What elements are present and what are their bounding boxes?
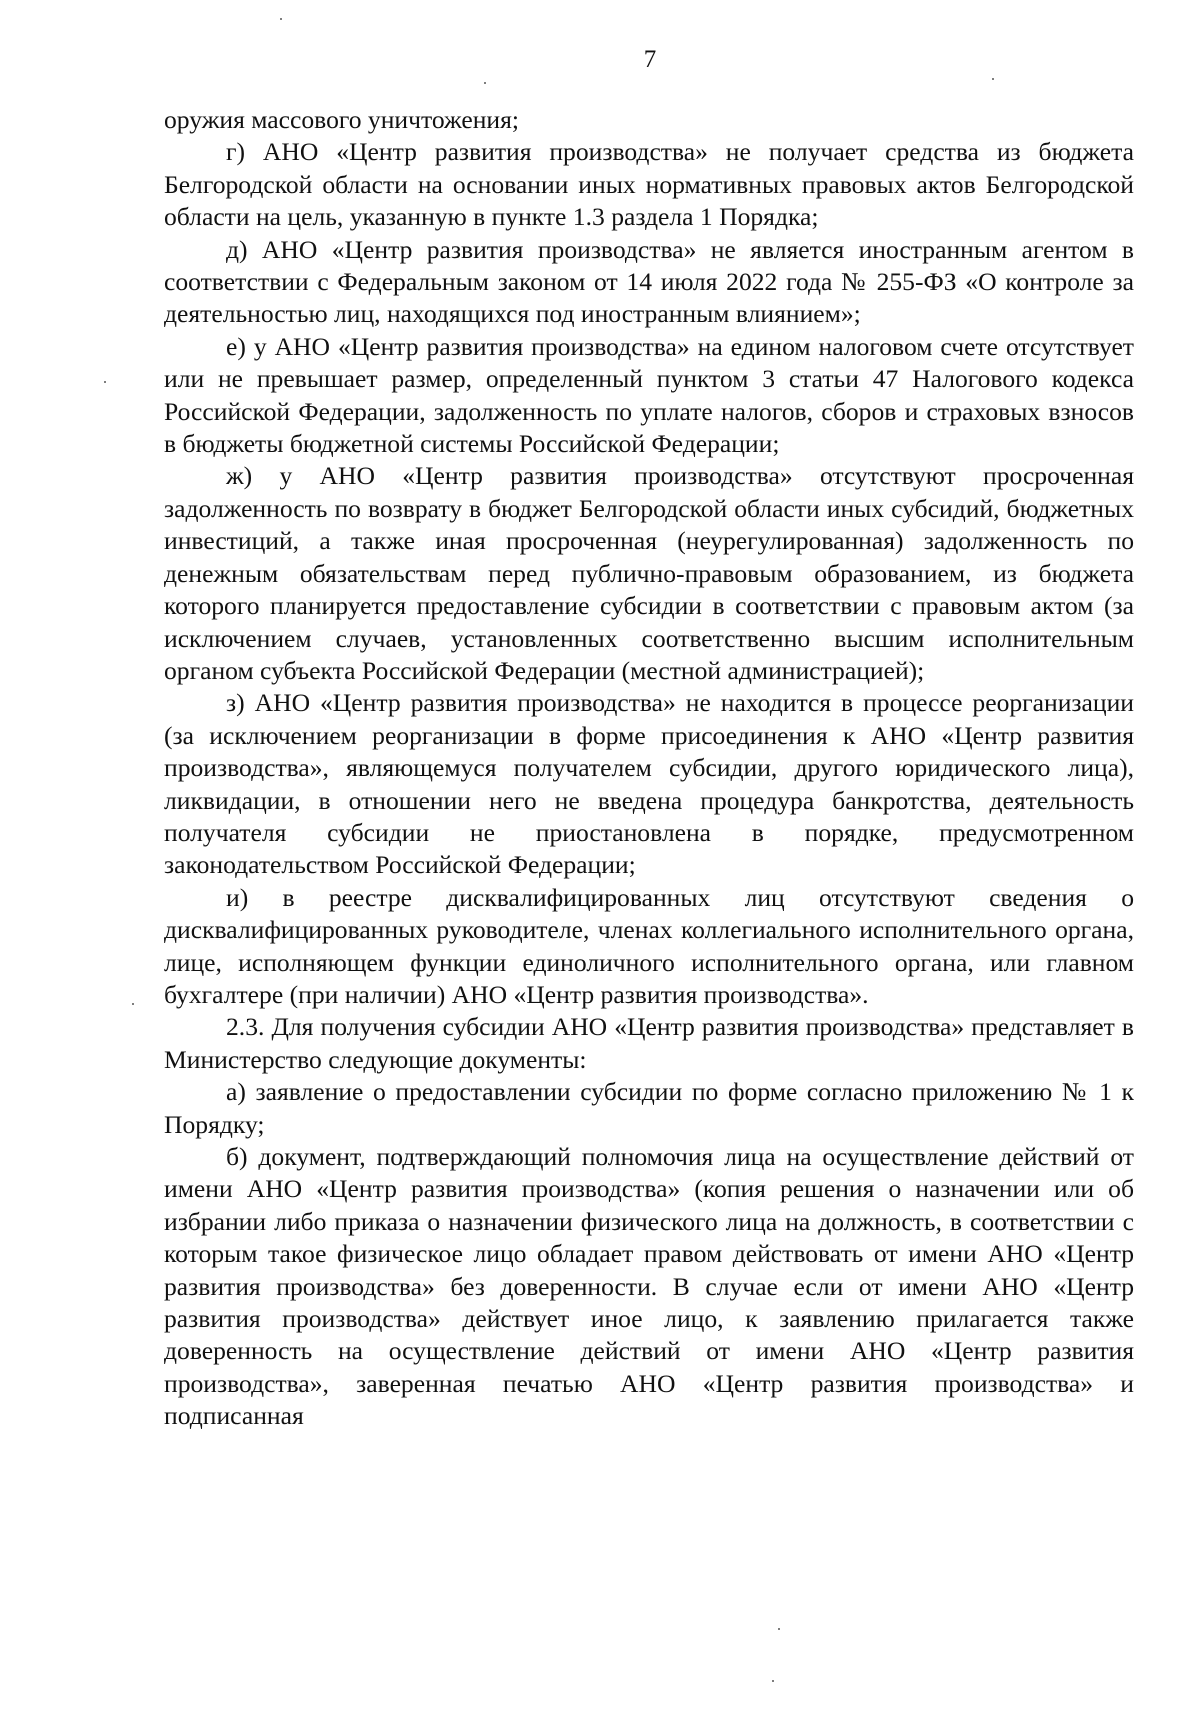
paragraph-item-z: з) АНО «Центр развития производства» не находится в процессе реорганизации (за исключением реорганизации в форме присоединения к АНО «Центр развития производства», являющемуся получателем субсидии, другого юридического лица), ликвидации, в отношении него не введена процедура банкротства, деятельность получателя субсидии не приостановлена в порядке, предусмотренном законодательством Российской Федерации; — [164, 688, 1134, 880]
scan-speck — [104, 381, 106, 383]
paragraph-item-i: и) в реестре дисквалифицированных лиц отсутствуют сведения о дисквалифицированных руководителе, членах коллегиального исполнительного органа, лице, исполняющем функции единоличного исполнительного органа, или главном бухгалтере (при наличии) АНО «Центр развития производства». — [164, 882, 1134, 1009]
document-body — [164, 104, 1134, 1433]
paragraph-item-zh: ж) у АНО «Центр развития производства» отсутствуют просроченная задолженность по возврату в бюджет Белгородской области иных субсидий, бюджетных инвестиций, а также иная просроченная (неурегулированная) задолженность по денежным обязательствам перед публично-правовым образованием, из бюджета которого планируется предоставление субсидии в соответствии с правовым актом (за исключением случаев, установленных соответственно высшим исполнительным органом субъекта Российской Федерации (местной администрацией); — [164, 461, 1134, 685]
paragraph-continuation: оружия массового уничтожения; — [164, 105, 519, 134]
paragraph-item-e: е) у АНО «Центр развития производства» на едином налоговом счете отсутствует или не превышает размер, определенный пунктом 3 статьи 47 Налогового кодекса Российской Федерации, задолженность по уплате налогов, сборов и страховых взносов в бюджеты бюджетной системы Российской Федерации; — [164, 331, 1134, 459]
scan-speck — [772, 1680, 774, 1682]
scan-speck — [132, 1003, 134, 1005]
scan-speck — [280, 18, 282, 20]
scan-speck — [484, 82, 486, 84]
page-number: 7 — [643, 46, 657, 73]
paragraph-item-b: б) документ, подтверждающий полномочия лица на осуществление действий от имени АНО «Центр развития производства» (копия решения о назначении или об избрании либо приказа о назначении физического лица на должность, в соответствии с которым такое физическое лицо обладает правом действовать от имени АНО «Центр развития производства» без доверенности. В случае если от имени АНО «Центр развития производства» действует иное лицо, к заявлению прилагается также доверенность на осуществление действий от имени АНО «Центр развития производства», заверенная печатью АНО «Центр развития производства» и подписанная — [164, 1142, 1134, 1431]
paragraph-item-a: а) заявление о предоставлении субсидии по форме согласно приложению № 1 к Порядку; — [164, 1077, 1134, 1139]
scan-speck — [778, 1628, 780, 1630]
scan-speck — [992, 78, 994, 80]
paragraph-section-2-3: 2.3. Для получения субсидии АНО «Центр развития производства» представляет в Министерство следующие документы: — [164, 1012, 1134, 1074]
paragraph-item-g: г) АНО «Центр развития производства» не получает средства из бюджета Белгородской области на основании иных нормативных правовых актов Белгородской области на цель, указанную в пункте 1.3 раздела 1 Порядка; — [164, 137, 1134, 232]
paragraph-item-d: д) АНО «Центр развития производства» не является иностранным агентом в соответствии с Федеральным законом от 14 июля 2022 года № 255-ФЗ «О контроле за деятельностью лиц, находящихся под иностранным влиянием»; — [164, 234, 1134, 329]
